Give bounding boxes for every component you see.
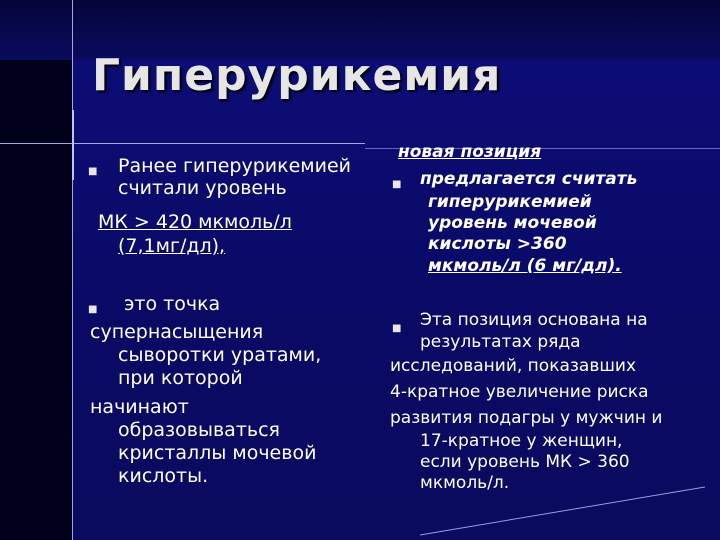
right-b2-line-7: если уровень МК > 360: [420, 452, 630, 472]
right-b2-line-5: развития подагры у мужчин и: [390, 408, 663, 428]
left-b2-line-1: это точка: [124, 293, 221, 315]
right-b2-line-4: 4-кратное увеличение риска: [390, 382, 649, 402]
left-b1-line-4: (7,1мг/дл),: [118, 235, 226, 257]
left-b2-line-2: супернасыщения: [90, 321, 264, 343]
left-b2-line-6: образовываться: [118, 419, 280, 441]
right-b1-line-2: гиперурикемией: [428, 192, 592, 212]
left-b2-line-4: при которой: [118, 367, 243, 389]
slide-title: Гиперурикемия: [92, 50, 502, 101]
bullet-icon: ■: [392, 179, 402, 190]
left-b1-line-1: Ранее гиперурикемией: [118, 155, 351, 177]
right-b1-line-3: уровень мочевой: [428, 213, 597, 233]
left-b2-line-8: кислоты.: [118, 465, 209, 487]
bullet-icon: ■: [88, 304, 98, 315]
right-b2-line-8: мкмоль/л.: [420, 473, 510, 493]
left-b2-line-3: сыворотки уратами,: [118, 344, 322, 366]
right-b2-line-6: 17-кратное у женщин,: [420, 431, 623, 451]
right-heading: новая позиция: [398, 142, 542, 162]
right-b2-line-3: исследований, показавших: [390, 356, 637, 376]
right-b2-line-2: результатах ряда: [420, 332, 581, 352]
right-b1-line-1: предлагается считать: [420, 169, 638, 189]
bullet-icon: ■: [392, 323, 402, 334]
right-b1-line-5: мкмоль/л (6 мг/дл).: [428, 256, 622, 276]
left-b1-line-3: МК > 420 мкмоль/л: [98, 211, 292, 233]
bullet-icon: ■: [88, 166, 98, 177]
left-b2-line-7: кристаллы мочевой: [118, 442, 317, 464]
right-b2-line-1: Эта позиция основана на: [420, 310, 648, 330]
left-b2-line-5: начинают: [90, 396, 189, 418]
left-b1-line-2: считали уровень: [118, 177, 287, 199]
right-b1-line-4: кислоты >360: [428, 234, 567, 254]
